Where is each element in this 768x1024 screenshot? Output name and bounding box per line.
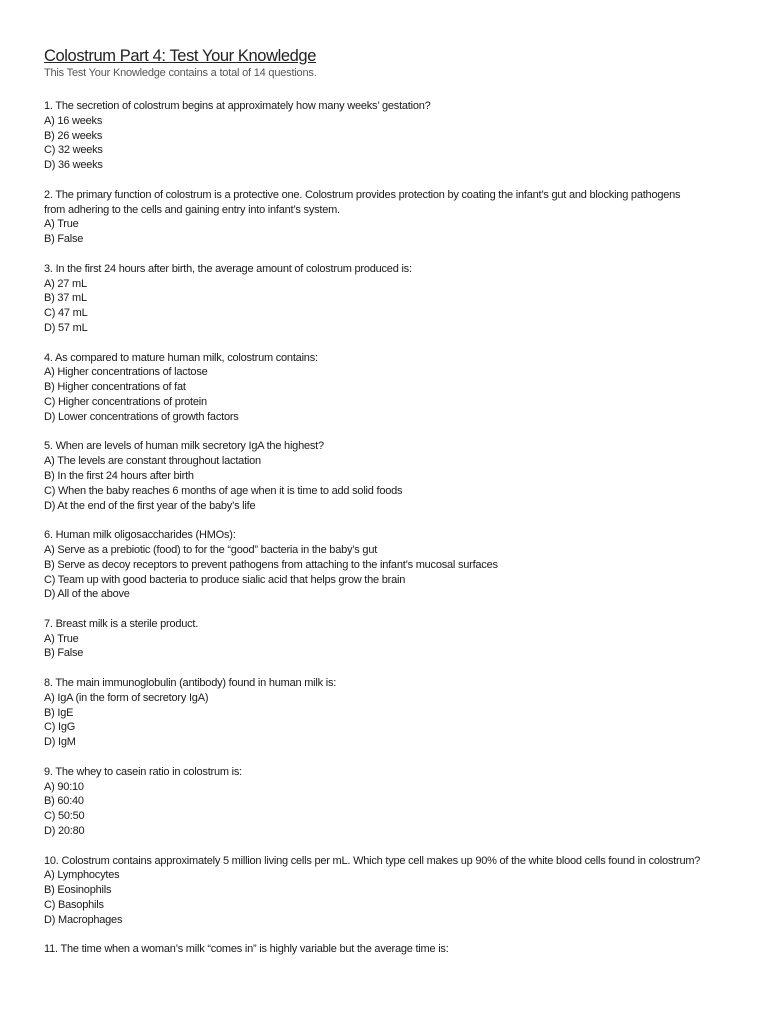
answer-option: B) False xyxy=(44,233,84,246)
question-text: 7. Breast milk is a sterile product. xyxy=(44,617,199,630)
answer-option: C) 32 weeks xyxy=(44,144,103,157)
question-text: 6. Human milk oligosaccharides (HMOs): xyxy=(44,529,236,542)
answer-option: B) False xyxy=(44,647,84,660)
question-text: 10. Colostrum contains approximately 5 million living cells per mL. Which type cell makes up 90% of the white blood cells found in colostrum? xyxy=(44,854,701,867)
question-text: 3. In the first 24 hours after birth, the average amount of colostrum produced is: xyxy=(44,262,412,275)
answer-option: C) 47 mL xyxy=(44,307,88,320)
document-page xyxy=(44,46,744,972)
question-5 xyxy=(44,439,744,513)
question-11 xyxy=(44,942,744,957)
question-8 xyxy=(44,676,744,750)
answer-option: D) At the end of the first year of the baby’s life xyxy=(44,499,256,512)
answer-option: A) IgA (in the form of secretory IgA) xyxy=(44,691,209,704)
answer-option: B) In the first 24 hours after birth xyxy=(44,469,194,482)
question-text: 2. The primary function of colostrum is a protective one. Colostrum provides protection by coating the infant’s gut and blocking pathogens from adhering to the cells and gaining entry into infant’s system. xyxy=(44,188,681,216)
question-6 xyxy=(44,528,744,602)
answer-option: B) 26 weeks xyxy=(44,129,103,142)
question-7 xyxy=(44,617,744,661)
answer-option: A) Higher concentrations of lactose xyxy=(44,366,208,379)
answer-option: D) 20:80 xyxy=(44,825,85,838)
answer-option: B) Eosinophils xyxy=(44,884,112,897)
question-text: 1. The secretion of colostrum begins at approximately how many weeks’ gestation? xyxy=(44,100,431,112)
answer-option: B) 37 mL xyxy=(44,292,87,305)
answer-option: C) IgG xyxy=(44,721,76,734)
question-1 xyxy=(44,99,744,173)
page-title: Colostrum Part 4: Test Your Knowledge xyxy=(44,47,316,65)
answer-option: C) Basophils xyxy=(44,899,104,912)
answer-option: A) 16 weeks xyxy=(44,114,103,127)
page-subtitle: This Test Your Knowledge contains a total of 14 questions. xyxy=(44,67,317,79)
answer-option: D) IgM xyxy=(44,736,76,749)
answer-option: A) True xyxy=(44,632,79,645)
answer-option: C) 50:50 xyxy=(44,810,85,823)
question-text: 8. The main immunoglobulin (antibody) found in human milk is: xyxy=(44,677,337,690)
answer-option: A) 27 mL xyxy=(44,277,87,290)
answer-option: A) Serve as a prebiotic (food) to for the “good” bacteria in the baby’s gut xyxy=(44,543,378,556)
answer-option: A) 90:10 xyxy=(44,780,84,793)
answer-option: B) Serve as decoy receptors to prevent pathogens from attaching to the infant’s mucosal surfaces xyxy=(44,558,498,571)
answer-option: D) Lower concentrations of growth factors xyxy=(44,410,239,423)
answer-option: C) When the baby reaches 6 months of age when it is time to add solid foods xyxy=(44,484,403,497)
question-3 xyxy=(44,262,744,336)
answer-option: B) Higher concentrations of fat xyxy=(44,381,186,394)
question-2 xyxy=(44,188,744,247)
answer-option: A) The levels are constant throughout lactation xyxy=(44,455,261,468)
question-text: 11. The time when a woman’s milk “comes in” is highly variable but the average time is: xyxy=(44,943,449,956)
question-text: 9. The whey to casein ratio in colostrum is: xyxy=(44,765,242,778)
question-4 xyxy=(44,351,744,425)
question-list xyxy=(44,99,744,957)
answer-option: A) Lymphocytes xyxy=(44,869,120,882)
question-text: 4. As compared to mature human milk, colostrum contains: xyxy=(44,351,318,364)
question-text: 5. When are levels of human milk secretory IgA the highest? xyxy=(44,440,324,453)
answer-option: D) 36 weeks xyxy=(44,159,103,172)
answer-option: D) 57 mL xyxy=(44,321,88,334)
answer-option: C) Team up with good bacteria to produce sialic acid that helps grow the brain xyxy=(44,573,406,586)
answer-option: C) Higher concentrations of protein xyxy=(44,395,207,408)
answer-option: B) 60:40 xyxy=(44,795,84,808)
answer-option: A) True xyxy=(44,218,79,231)
question-10 xyxy=(44,854,744,928)
answer-option: D) All of the above xyxy=(44,588,130,601)
answer-option: B) IgE xyxy=(44,706,74,719)
answer-option: D) Macrophages xyxy=(44,913,123,926)
question-9 xyxy=(44,765,744,839)
